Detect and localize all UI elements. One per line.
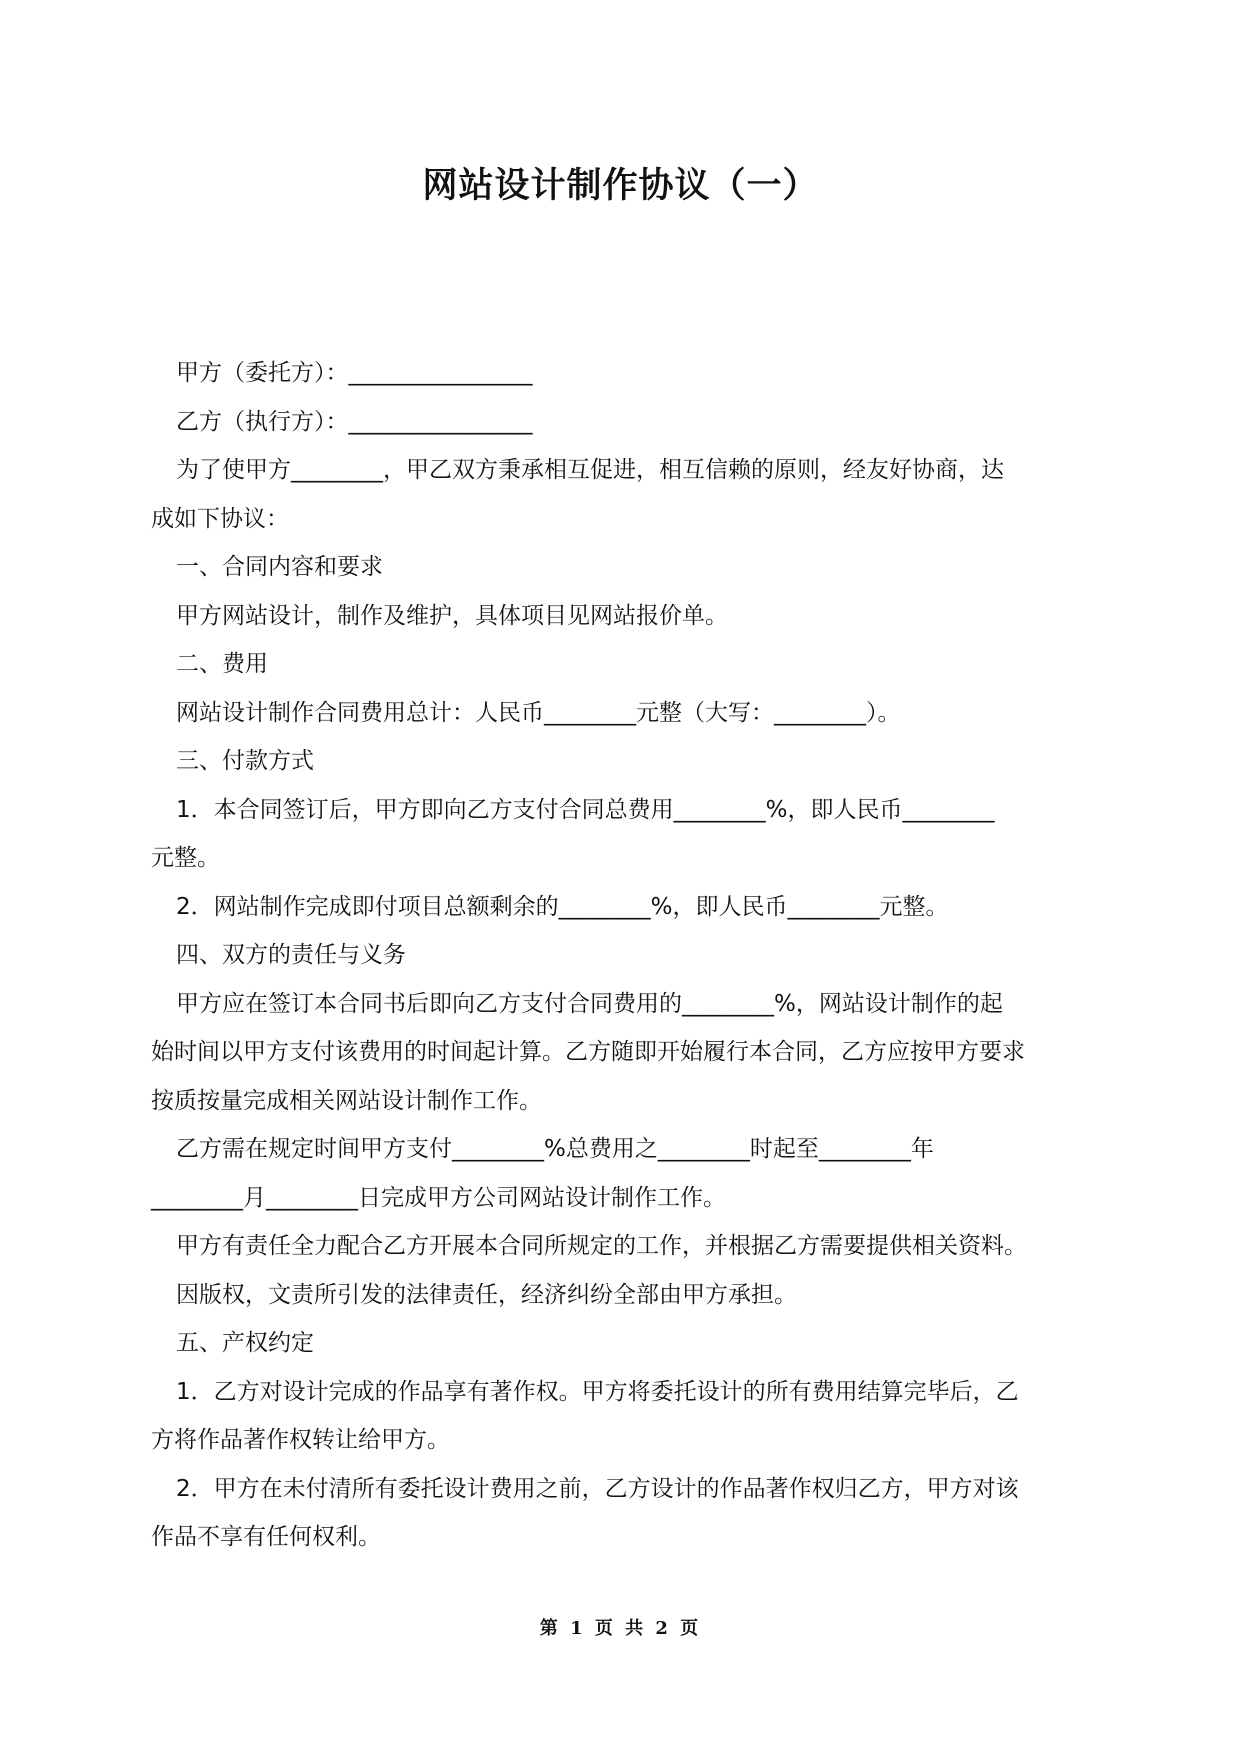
page-number: 第 1 页 共 2 页 (539, 1618, 702, 1639)
paragraph-line: 方将作品著作权转让给甲方。 (151, 1427, 450, 1453)
paragraph-line: 2．甲方在未付清所有委托设计费用之前，乙方设计的作品著作权归乙方，甲方对该 (176, 1475, 1019, 1502)
paragraph-line: 乙方需在规定时间甲方支付________%总费用之________时起至________年 (176, 1136, 934, 1162)
paragraph-line: 为了使甲方________，甲乙双方秉承相互促进，相互信赖的原则，经友好协商，达 (176, 457, 1004, 483)
paragraph-line: 成如下协议： (151, 505, 289, 532)
paragraph-line: 始时间以甲方支付该费用的时间起计算。乙方随即开始履行本合同，乙方应按甲方要求 (151, 1039, 1025, 1065)
paragraph-line: 三、付款方式 (176, 748, 314, 774)
paragraph-line: 乙方（执行方）：________________ (176, 408, 533, 435)
paragraph-line: 甲方有责任全力配合乙方开展本合同所规定的工作，并根据乙方需要提供相关资料。 (176, 1233, 1027, 1259)
paragraph-line: 2．网站制作完成即付项目总额剩余的________%，即人民币________元整。 (176, 893, 949, 920)
paragraph-line: 1．本合同签订后，甲方即向乙方支付合同总费用________%，即人民币________ (176, 796, 995, 823)
paragraph-line: 因版权，文责所引发的法律责任，经济纠纷全部由甲方承担。 (176, 1281, 797, 1308)
paragraph-line: ________月________日完成甲方公司网站设计制作工作。 (151, 1184, 726, 1211)
paragraph-line: 甲方（委托方）：________________ (176, 360, 533, 386)
paragraph-line: 1．乙方对设计完成的作品享有著作权。甲方将委托设计的所有费用结算完毕后，乙 (176, 1378, 1019, 1405)
paragraph-line: 作品不享有任何权利。 (151, 1524, 381, 1550)
paragraph-line: 四、双方的责任与义务 (176, 942, 406, 968)
paragraph-line: 甲方网站设计，制作及维护，具体项目见网站报价单。 (176, 602, 728, 629)
paragraph-line: 网站设计制作合同费用总计：人民币________元整（大写：________）。 (176, 699, 901, 726)
document-body (151, 349, 1091, 1562)
paragraph-line: 元整。 (151, 845, 220, 871)
paragraph-line: 按质按量完成相关网站设计制作工作。 (151, 1087, 542, 1114)
paragraph-line: 一、合同内容和要求 (176, 554, 383, 580)
paragraph-line: 二、费用 (176, 651, 268, 677)
paragraph-line: 五、产权约定 (176, 1330, 314, 1356)
document-title: 网站设计制作协议（一） (422, 166, 819, 206)
paragraph-line: 甲方应在签订本合同书后即向乙方支付合同费用的________%，网站设计制作的起 (176, 990, 1003, 1017)
